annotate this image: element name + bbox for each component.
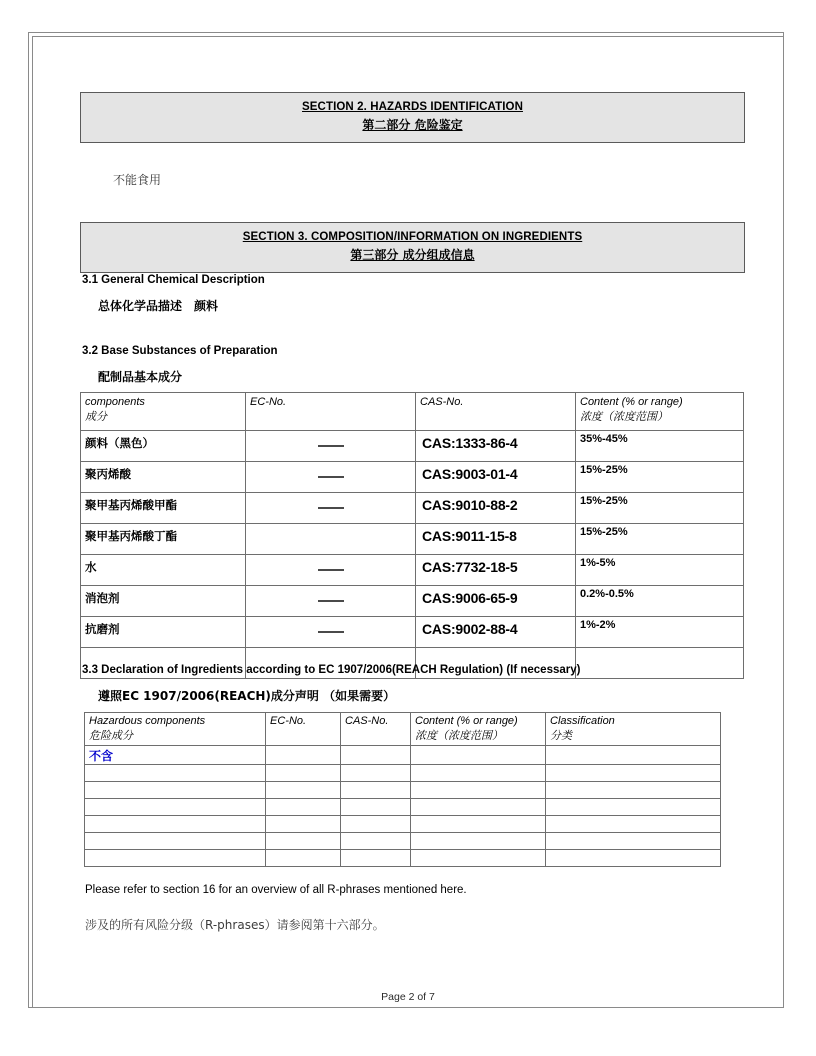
cell-content: 0.2%-0.5% — [576, 586, 744, 617]
cell-ec-no — [266, 746, 341, 765]
section-2-title-en: SECTION 2. HAZARDS IDENTIFICATION — [302, 101, 523, 113]
table-row-empty — [85, 765, 721, 782]
footnote-cn: 涉及的所有风险分级（R-phrases）请参阅第十六部分。 — [85, 918, 385, 932]
cell-cas-no: CAS:9011-15-8 — [416, 524, 576, 555]
header-cell-ec-no — [246, 393, 416, 431]
header-ec-no-en: EC-No. — [250, 396, 287, 408]
cell-ec-no — [246, 431, 416, 462]
cell-classification — [546, 816, 721, 833]
table-row-empty — [85, 782, 721, 799]
cell-content — [411, 816, 546, 833]
header-hazardous-en: Hazardous components — [89, 715, 206, 727]
cell-cas-no: CAS:9010-88-2 — [416, 493, 576, 524]
cell-cas-no — [341, 746, 411, 765]
header-cell-cas-no — [416, 393, 576, 431]
section-3-title-en: SECTION 3. COMPOSITION/INFORMATION ON INGREDIENTS — [242, 231, 583, 243]
cell-component: 聚甲基丙烯酸甲酯 — [81, 493, 246, 524]
table-row-empty — [85, 850, 721, 867]
cell-cas-no: CAS:9003-01-4 — [416, 462, 576, 493]
cell-classification — [546, 850, 721, 867]
header-cell-hazardous-components — [85, 713, 266, 746]
cell-cas-no: CAS:1333-86-4 — [416, 431, 576, 462]
section-3-banner — [80, 222, 745, 273]
header-content-cn: 浓度（浓度范围） — [415, 728, 503, 742]
cell-hazardous-component: 不含 — [85, 746, 266, 765]
subsection-3-2-heading-cn: 配制品基本成分 — [98, 370, 183, 384]
subsection-3-3-heading-en: 3.3 Declaration of Ingredients according to EC 1907/2006(REACH Regulation) (If necessary) — [82, 664, 581, 676]
table-row — [81, 555, 744, 586]
cell-ec-no — [246, 493, 416, 524]
table-row — [81, 431, 744, 462]
cell-cas-no — [341, 765, 411, 782]
table-row — [81, 462, 744, 493]
cell-classification — [546, 799, 721, 816]
header-cas-no-en: CAS-No. — [420, 396, 464, 408]
cell-content: 15%-25% — [576, 493, 744, 524]
header-hazardous-cn: 危险成分 — [89, 728, 133, 742]
cell-classification — [546, 746, 721, 765]
cell-hazardous-component — [85, 782, 266, 799]
cell-component: 聚甲基丙烯酸丁酯 — [81, 524, 246, 555]
cell-cas-no — [341, 833, 411, 850]
section-2-banner — [80, 92, 745, 143]
subsection-3-2-heading-en: 3.2 Base Substances of Preparation — [82, 345, 278, 357]
cell-component: 聚丙烯酸 — [81, 462, 246, 493]
table-row-empty — [85, 799, 721, 816]
base-substances-table — [80, 392, 744, 679]
cell-component: 水 — [81, 555, 246, 586]
subsection-3-3-heading-cn: 遵照EC 1907/2006(REACH)成分声明 （如果需要） — [98, 689, 396, 703]
cell-hazardous-component — [85, 765, 266, 782]
cell-content — [411, 799, 546, 816]
cell-content — [411, 765, 546, 782]
cell-ec-no — [266, 833, 341, 850]
cell-classification — [546, 833, 721, 850]
dash-icon — [318, 476, 344, 478]
cell-cas-no: CAS:7732-18-5 — [416, 555, 576, 586]
dash-icon — [318, 569, 344, 571]
cell-ec-no — [246, 555, 416, 586]
table-header-row — [81, 393, 744, 431]
header-classification-cn: 分类 — [550, 728, 572, 742]
cell-content — [411, 746, 546, 765]
cell-hazardous-component — [85, 799, 266, 816]
subsection-3-1-heading-en: 3.1 General Chemical Description — [82, 274, 265, 286]
cell-content: 1%-5% — [576, 555, 744, 586]
header-content-en: Content (% or range) — [580, 396, 683, 408]
cell-hazardous-component — [85, 850, 266, 867]
header-content-cn: 浓度（浓度范围） — [580, 409, 668, 423]
cell-hazardous-component — [85, 833, 266, 850]
table-row — [85, 746, 721, 765]
cell-cas-no — [341, 799, 411, 816]
cell-cas-no — [341, 782, 411, 799]
cell-ec-no — [266, 850, 341, 867]
header-ec-no-en: EC-No. — [270, 715, 307, 727]
hazardous-components-table — [84, 712, 721, 867]
cell-ec-no — [246, 586, 416, 617]
header-content-en: Content (% or range) — [415, 715, 518, 727]
cell-ec-no — [266, 765, 341, 782]
cell-ec-no — [266, 799, 341, 816]
header-cell-content — [576, 393, 744, 431]
cell-content — [576, 648, 744, 679]
header-components-en: components — [85, 396, 145, 408]
cell-cas-no — [341, 850, 411, 867]
cell-content — [411, 833, 546, 850]
header-cas-no-en: CAS-No. — [345, 715, 389, 727]
section-3-title-cn: 第三部分 成分组成信息 — [350, 248, 475, 262]
table-row — [81, 586, 744, 617]
cell-ec-no — [266, 782, 341, 799]
table-row — [81, 617, 744, 648]
cell-ec-no — [246, 617, 416, 648]
header-classification-en: Classification — [550, 715, 615, 727]
header-cell-classification — [546, 713, 721, 746]
cell-cas-no: CAS:9006-65-9 — [416, 586, 576, 617]
dash-icon — [318, 631, 344, 633]
cell-hazardous-component — [85, 816, 266, 833]
cell-content — [411, 850, 546, 867]
cell-cas-no: CAS:9002-88-4 — [416, 617, 576, 648]
dash-icon — [318, 445, 344, 447]
cell-ec-no — [266, 816, 341, 833]
cell-content: 15%-25% — [576, 462, 744, 493]
dash-icon — [318, 507, 344, 509]
table-row-empty — [85, 833, 721, 850]
cell-classification — [546, 765, 721, 782]
cell-cas-no — [341, 816, 411, 833]
cell-component: 颜料（黑色） — [81, 431, 246, 462]
cell-content: 15%-25% — [576, 524, 744, 555]
header-cell-content — [411, 713, 546, 746]
footnote-en: Please refer to section 16 for an overview of all R-phrases mentioned here. — [85, 884, 467, 896]
header-components-cn: 成分 — [85, 409, 107, 423]
page-number-footer: Page 2 of 7 — [381, 991, 435, 1003]
cell-content — [411, 782, 546, 799]
cell-content: 1%-2% — [576, 617, 744, 648]
cell-content: 35%-45% — [576, 431, 744, 462]
cell-classification — [546, 782, 721, 799]
cell-component: 抗磨剂 — [81, 617, 246, 648]
section-2-body-text: 不能食用 — [113, 173, 162, 187]
cell-ec-no — [246, 524, 416, 555]
section-2-title-cn: 第二部分 危险鉴定 — [362, 118, 463, 132]
cell-component: 消泡剂 — [81, 586, 246, 617]
table-row — [81, 493, 744, 524]
cell-ec-no — [246, 462, 416, 493]
header-cell-components — [81, 393, 246, 431]
table-header-row — [85, 713, 721, 746]
header-cell-cas-no — [341, 713, 411, 746]
header-cell-ec-no — [266, 713, 341, 746]
table-row — [81, 524, 744, 555]
table-row-empty — [85, 816, 721, 833]
dash-icon — [318, 600, 344, 602]
subsection-3-1-heading-cn: 总体化学品描述 颜料 — [98, 299, 219, 313]
